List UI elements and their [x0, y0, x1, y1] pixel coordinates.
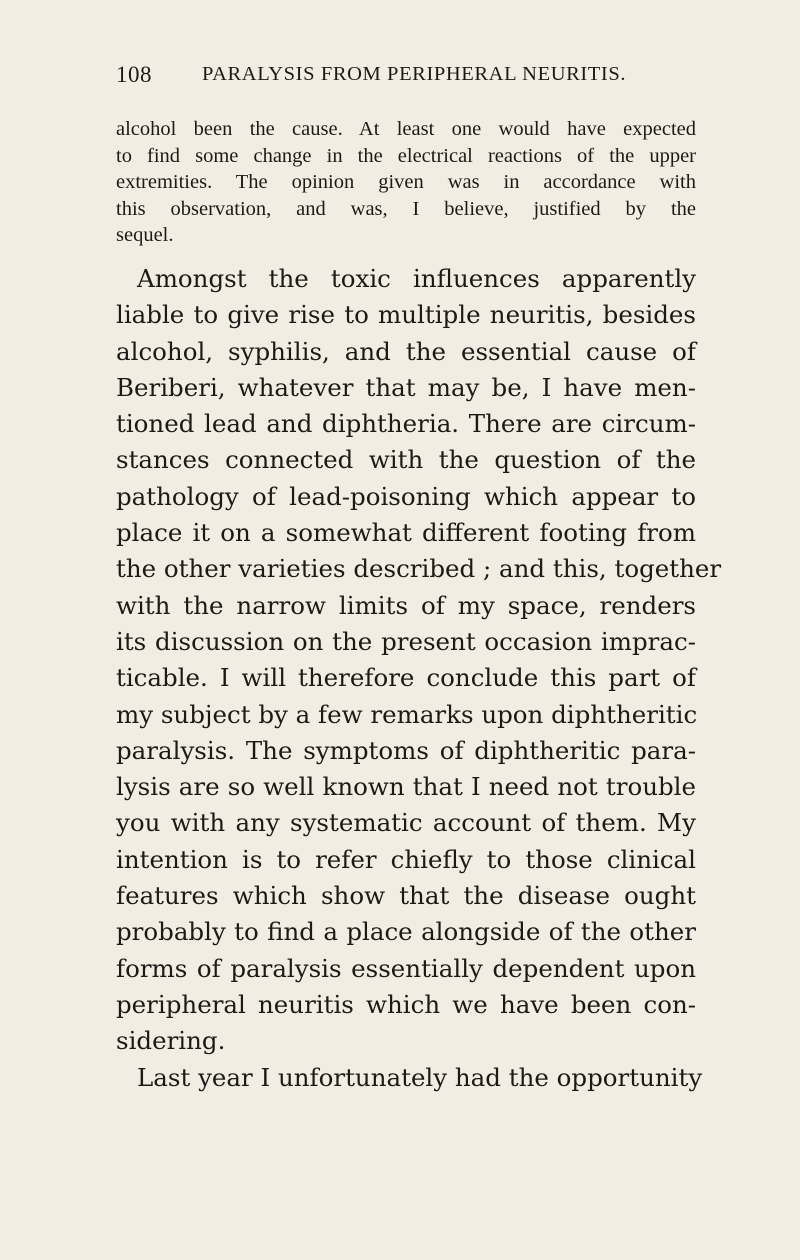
text-line: this observation, and was, I believe, justified by the [116, 197, 696, 220]
text-line: liable to give rise to multiple neuritis, besides [116, 300, 696, 330]
text-line: sequel. [116, 224, 174, 246]
text-line: ticable. I will therefore conclude this part of [116, 663, 696, 693]
text-line: pathology of lead-poisoning which appear to [116, 481, 696, 511]
running-title: PARALYSIS FROM PERIPHERAL NEURITIS. [202, 63, 627, 85]
text-line: paralysis. The symptoms of diphtheritic para- [116, 735, 696, 765]
text-line: the other varieties described ; and this, together [116, 554, 722, 584]
text-line: forms of paralysis essentially dependent upon [116, 953, 696, 983]
text-line: extremities. The opinion given was in accordance with [116, 171, 696, 193]
page-number: 108 [116, 62, 152, 87]
text-line: Last year I unfortunately had the opportunity [137, 1062, 703, 1092]
text-line: alcohol, syphilis, and the essential cause of [116, 336, 696, 366]
text-line: features which show that the disease ought [116, 881, 696, 911]
text-line: with the narrow limits of my space, renders [116, 590, 696, 620]
text-line: Beriberi, whatever that may be, I have men- [116, 372, 696, 402]
text-line: lysis are so well known that I need not trouble [116, 772, 696, 802]
text-line: stances connected with the question of the [116, 445, 696, 475]
text-line: you with any systematic account of them. My [116, 808, 696, 838]
text-line: peripheral neuritis which we have been con- [116, 989, 696, 1019]
text-line: alcohol been the cause. At least one would have expected [116, 118, 696, 140]
text-line: sidering. [116, 1026, 226, 1056]
text-line: to find some change in the electrical reactions of the upper [116, 144, 696, 167]
text-line: its discussion on the present occasion imprac- [116, 626, 696, 656]
text-line: place it on a somewhat different footing from [116, 518, 696, 548]
text-line: my subject by a few remarks upon diphtheritic [116, 699, 698, 729]
running-head [116, 62, 696, 92]
text-line: intention is to refer chiefly to those clinical [116, 844, 696, 874]
text-line: tioned lead and diphtheria. There are circum- [116, 409, 696, 439]
paragraph-main [116, 261, 722, 1096]
text-line: probably to find a place alongside of the other [116, 917, 696, 947]
paragraph-small-print [116, 116, 696, 249]
text-line: Amongst the toxic influences apparently [137, 264, 696, 293]
